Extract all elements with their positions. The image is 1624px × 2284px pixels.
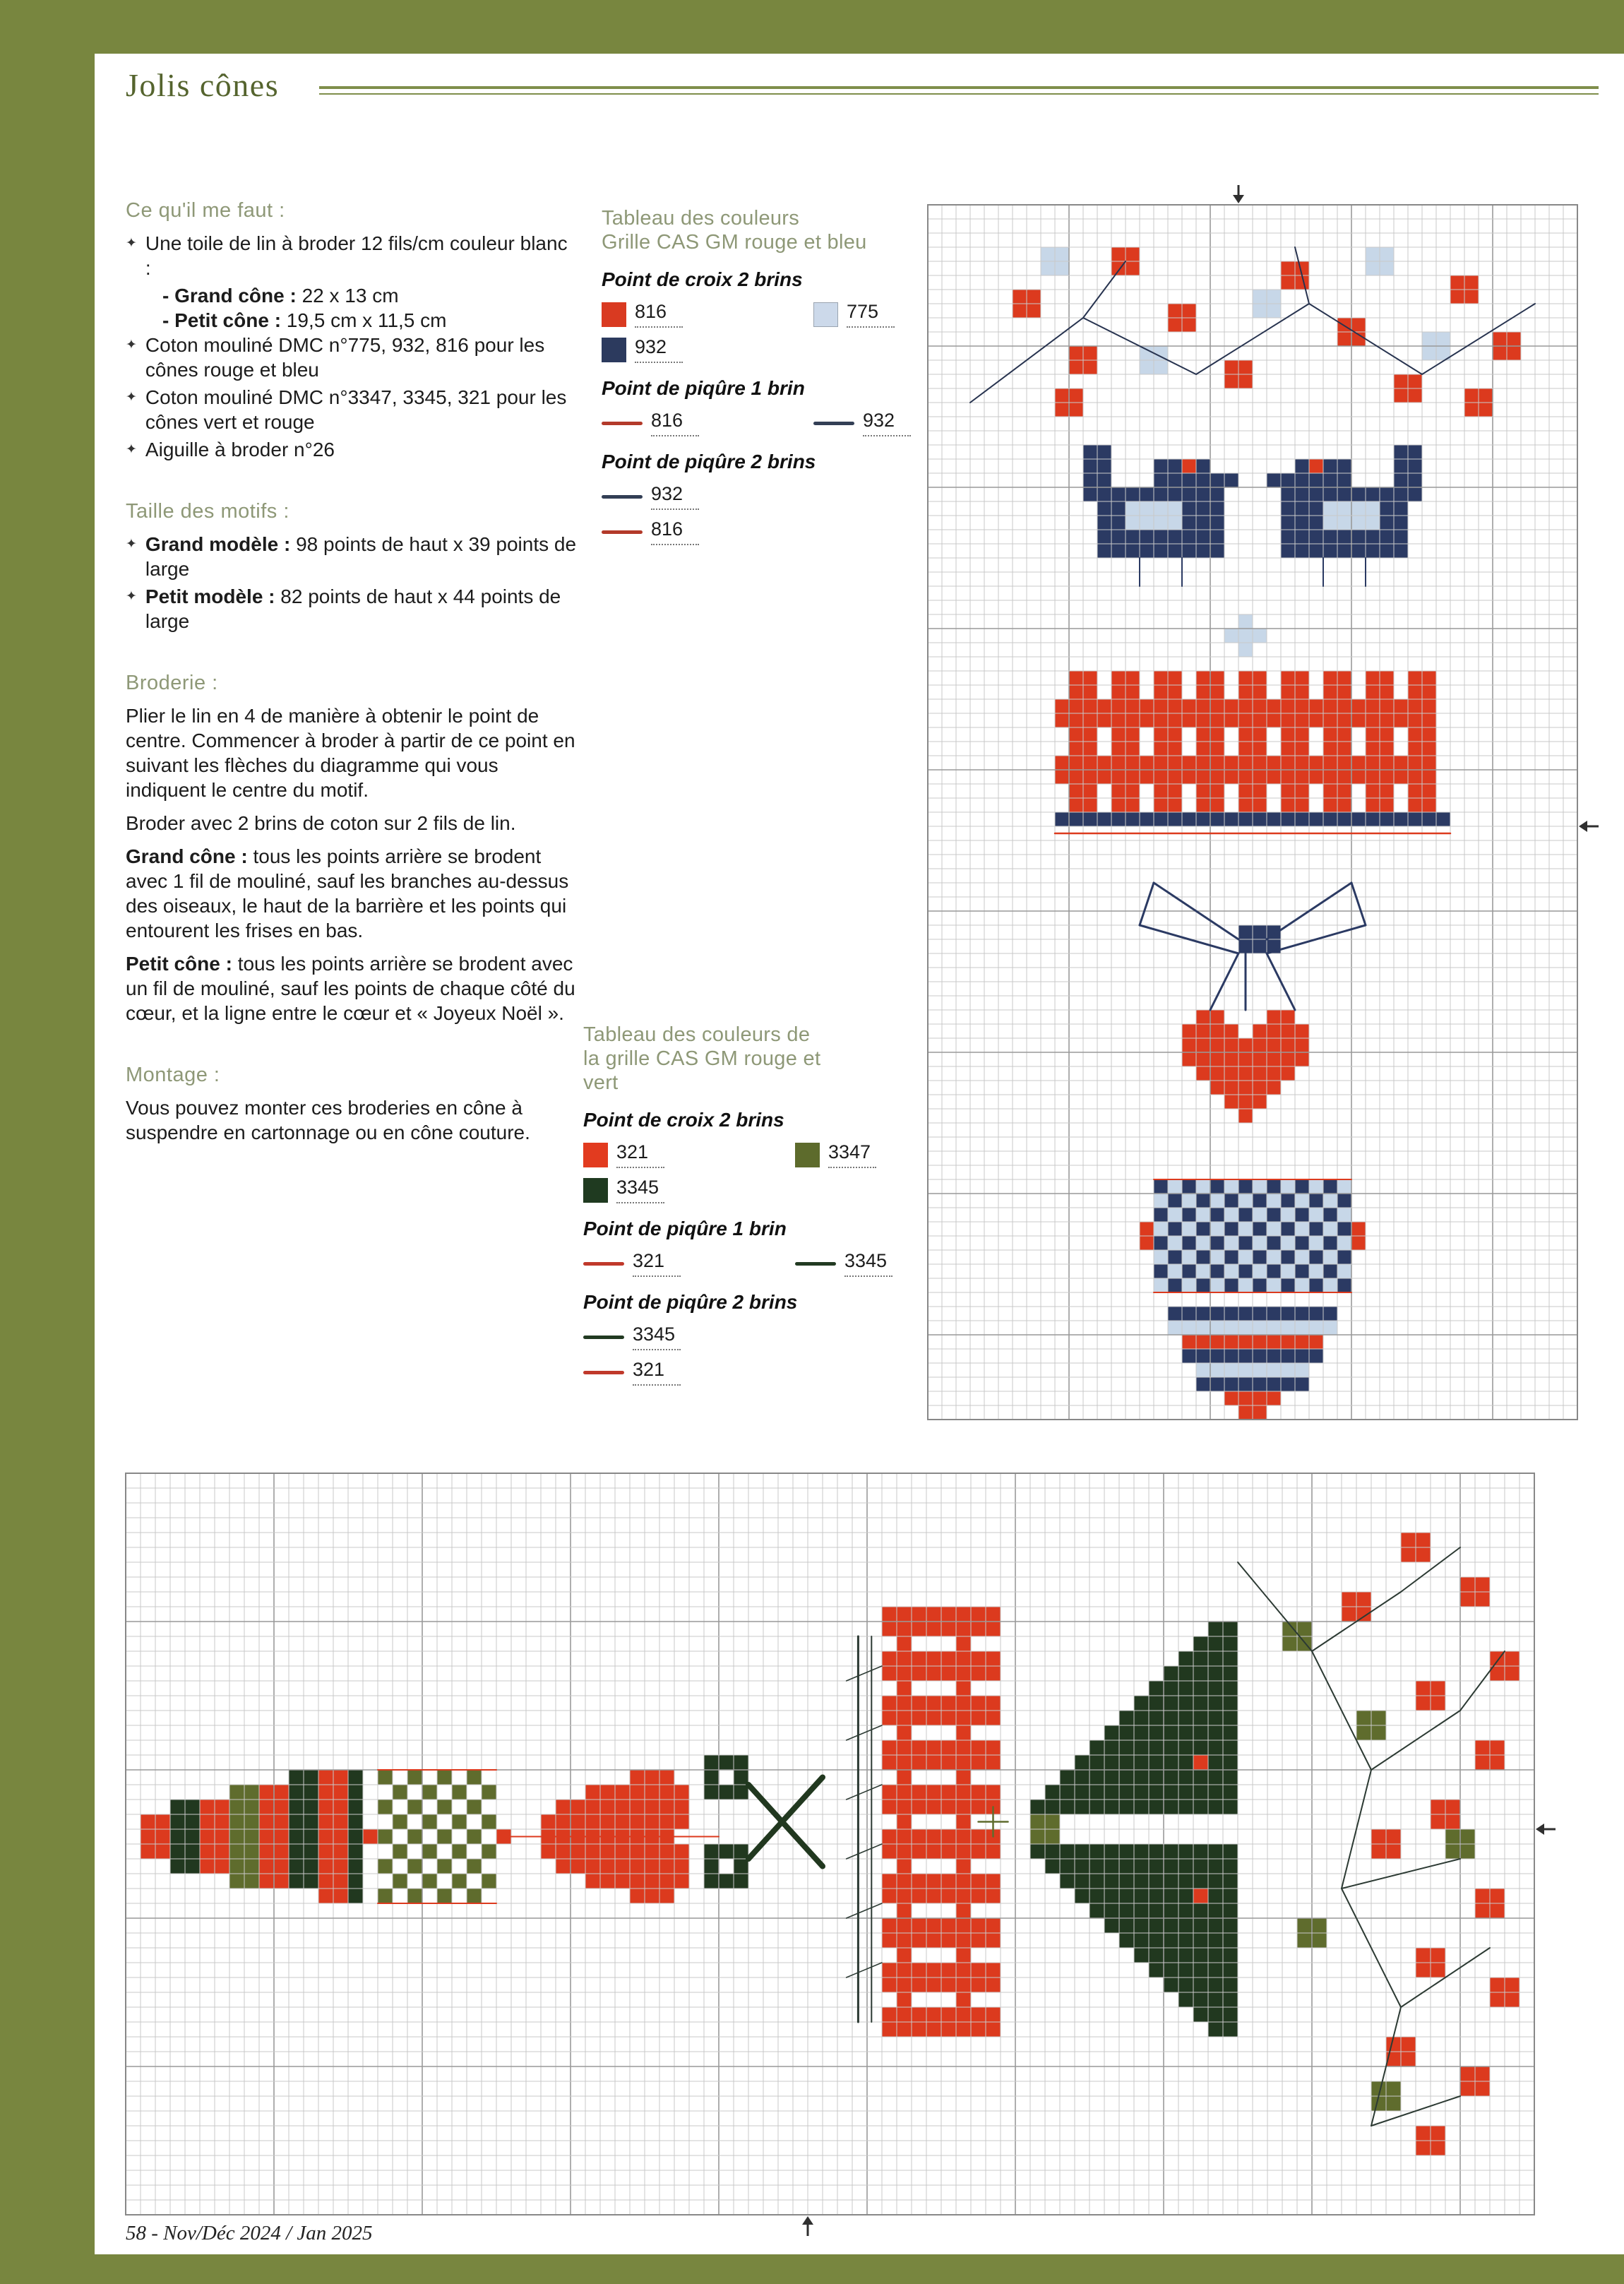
paragraph: Broder avec 2 brins de coton sur 2 fils de lin. xyxy=(126,812,516,834)
color-swatch xyxy=(583,1143,608,1167)
item-lead: Grand modèle : xyxy=(145,533,291,555)
paragraph: Grand cône : tous les points arrière se brodent avec 1 fil de mouliné, sauf les branches au-dessus des oiseaux, le haut de la barrière et les points qui entourent les frises en bas. xyxy=(126,845,569,941)
section-heading: Taille des motifs : xyxy=(126,500,289,523)
legend-item xyxy=(583,1250,795,1277)
color-swatch xyxy=(795,1143,820,1167)
sub-item: - Grand cône : 22 x 13 cm xyxy=(162,285,399,307)
section-heading: Ce qu'il me faut : xyxy=(126,199,285,222)
legend-item xyxy=(602,301,813,328)
legend-row xyxy=(602,336,933,363)
color-swatch xyxy=(583,1178,608,1203)
item-lead: Petit cône : xyxy=(126,953,232,975)
legend-row xyxy=(583,1141,915,1168)
stitch-line-swatch xyxy=(813,422,854,425)
legend-row xyxy=(583,1250,915,1277)
item-text: Coton mouliné DMC n°3347, 3345, 321 pour les cônes vert et rouge xyxy=(145,386,567,433)
text-section xyxy=(126,1064,578,1145)
bullet-item xyxy=(126,231,578,280)
item-text: Petit modèle : 82 points de haut x 44 points de large xyxy=(145,585,561,632)
bullet-icon: ✦ xyxy=(126,338,137,352)
header-rule xyxy=(319,86,1599,95)
color-code: 321 xyxy=(616,1141,664,1168)
bullet-item xyxy=(126,385,578,434)
stitch-line-swatch xyxy=(602,530,643,534)
legend-title-line: Tableau des couleurs de xyxy=(583,1023,811,1046)
bullet-item xyxy=(126,437,578,462)
stitch-line-swatch xyxy=(583,1336,624,1339)
page-footer: 58 - Nov/Déc 2024 / Jan 2025 xyxy=(126,2222,373,2244)
item-text: Coton mouliné DMC n°775, 932, 816 pour les cônes rouge et bleu xyxy=(145,334,545,381)
item-lead: Petit modèle : xyxy=(145,585,275,607)
bullet-item xyxy=(126,532,578,581)
color-code: 321 xyxy=(633,1359,681,1386)
cross-stitch-chart-red-blue xyxy=(904,181,1601,1447)
color-swatch xyxy=(813,302,838,327)
bullet-icon: ✦ xyxy=(126,589,137,604)
paragraph: Vous pouvez monter ces broderies en cône à suspendre en cartonnage ou en cône couture. xyxy=(126,1097,530,1143)
bullet-icon: ✦ xyxy=(126,236,137,251)
item-lead: Grand cône : xyxy=(126,845,248,867)
cross-stitch-chart-red-green xyxy=(102,1449,1558,2242)
paragraph: Petit cône : tous les points arrière se brodent avec un fil de mouliné, sauf les points de chaque côté du cœur, et la ligne entre le cœur et « Joyeux Noël ». xyxy=(126,953,575,1024)
sub-item: - Petit cône : 19,5 cm x 11,5 cm xyxy=(162,309,447,331)
legend-title-line: Tableau des couleurs xyxy=(602,207,800,230)
legend-item xyxy=(602,410,813,436)
legend-item xyxy=(583,1141,795,1168)
legend-row xyxy=(602,301,933,328)
text-section xyxy=(126,672,578,1025)
page-title: Jolis cônes xyxy=(126,67,280,103)
legend-title xyxy=(602,206,933,254)
item-lead: - Grand cône : xyxy=(162,285,297,307)
stitch-line-swatch xyxy=(795,1262,836,1266)
stitch-line-swatch xyxy=(602,422,643,425)
legend-item xyxy=(602,483,813,510)
legend-row xyxy=(583,1324,915,1350)
bullet-item xyxy=(126,584,578,634)
legend-title-line: la grille CAS GM rouge et xyxy=(583,1047,821,1070)
item-text: Une toile de lin à broder 12 fils/cm couleur blanc : xyxy=(145,232,568,279)
color-code: 932 xyxy=(863,410,911,436)
instructions-column xyxy=(126,199,578,1183)
color-code: 816 xyxy=(635,301,683,328)
color-code: 321 xyxy=(633,1250,681,1277)
color-code: 775 xyxy=(847,301,895,328)
stitch-line-swatch xyxy=(583,1371,624,1374)
section-heading: Montage : xyxy=(126,1064,220,1086)
legend-row xyxy=(583,1177,915,1203)
legend-item xyxy=(583,1177,795,1203)
color-code: 3345 xyxy=(633,1324,681,1350)
legend-row xyxy=(602,518,933,545)
page-border-left xyxy=(0,0,95,2284)
legend-row xyxy=(583,1359,915,1386)
chart-canvas xyxy=(904,181,1601,1444)
item-text: Grand modèle : 98 points de haut x 39 points de large xyxy=(145,533,577,580)
stitch-line-swatch xyxy=(583,1262,624,1266)
color-code: 3345 xyxy=(844,1250,892,1277)
legend-title-line: vert xyxy=(583,1071,619,1094)
legend-group-heading: Point de piqûre 2 brins xyxy=(583,1291,798,1313)
color-code: 3347 xyxy=(828,1141,876,1168)
legend-item xyxy=(602,336,813,363)
color-code: 932 xyxy=(635,336,683,363)
legend-item xyxy=(602,518,813,545)
stitch-line-swatch xyxy=(602,495,643,499)
legend-row xyxy=(602,483,933,510)
text-section xyxy=(126,199,578,462)
color-code: 816 xyxy=(651,410,699,436)
legend-group-heading: Point de piqûre 1 brin xyxy=(583,1218,787,1239)
legend-row xyxy=(602,410,933,436)
paragraph: Plier le lin en 4 de manière à obtenir le point de centre. Commencer à broder à partir de ce point en suivant les flèches du diagramme qui vous indiquent le centre du motif. xyxy=(126,705,575,801)
legend-group-heading: Point de piqûre 1 brin xyxy=(602,377,805,399)
color-swatch xyxy=(602,338,626,362)
item-text: Aiguille à broder n°26 xyxy=(145,439,335,460)
color-legend-red-green xyxy=(583,1023,915,1394)
chart-canvas xyxy=(102,1449,1558,2239)
legend-item xyxy=(583,1324,795,1350)
color-code: 3345 xyxy=(616,1177,664,1203)
legend-group-heading: Point de piqûre 2 brins xyxy=(602,451,816,472)
bullet-icon: ✦ xyxy=(126,390,137,405)
bullet-icon: ✦ xyxy=(126,442,137,457)
color-code: 816 xyxy=(651,518,699,545)
legend-title xyxy=(583,1023,915,1095)
color-code: 932 xyxy=(651,483,699,510)
legend-group-heading: Point de croix 2 brins xyxy=(583,1109,784,1131)
legend-group-heading: Point de croix 2 brins xyxy=(602,268,803,290)
section-heading: Broderie : xyxy=(126,672,218,694)
color-legend-red-blue xyxy=(602,206,933,554)
legend-item xyxy=(583,1359,795,1386)
color-swatch xyxy=(602,302,626,327)
bullet-icon: ✦ xyxy=(126,537,137,552)
text-section xyxy=(126,500,578,634)
page-border-bottom xyxy=(0,2254,1624,2284)
bullet-item xyxy=(126,333,578,382)
item-lead: - Petit cône : xyxy=(162,309,282,331)
legend-title-line: Grille CAS GM rouge et bleu xyxy=(602,231,867,254)
page-border-top xyxy=(0,0,1624,54)
